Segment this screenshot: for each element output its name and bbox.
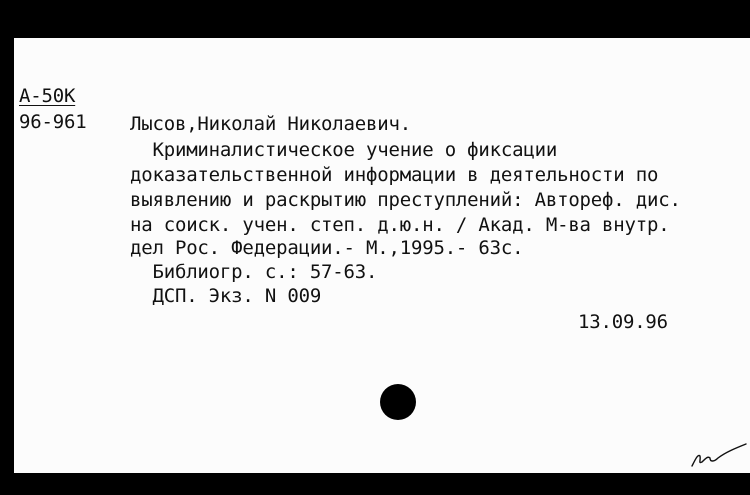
punch-hole: [380, 384, 416, 420]
shelf-mark: А-50К: [19, 85, 76, 107]
bibliography-note: Библиогр. с.: 57-63.: [130, 261, 378, 283]
copy-note: ДСП. Экз. N 009: [130, 285, 322, 307]
author-heading: Лысов,Николай Николаевич.: [130, 113, 411, 135]
imprint-line: на соиск. учен. степ. д.ю.н. / Акад. М-ва внутр.: [130, 214, 670, 236]
catalog-card: [14, 38, 750, 473]
handwritten-initials: [688, 440, 750, 470]
accession-number: 96-961: [19, 111, 87, 133]
title-line: выявлению и раскрытию преступлений: Автореф. дис.: [130, 189, 681, 211]
imprint-line: дел Рос. Федерации.- М.,1995.- 63с.: [130, 237, 524, 259]
date-stamp: 13.09.96: [578, 311, 668, 333]
title-line: Криминалистическое учение о фиксации: [130, 139, 558, 161]
title-line: доказательственной информации в деятельности по: [130, 164, 659, 186]
